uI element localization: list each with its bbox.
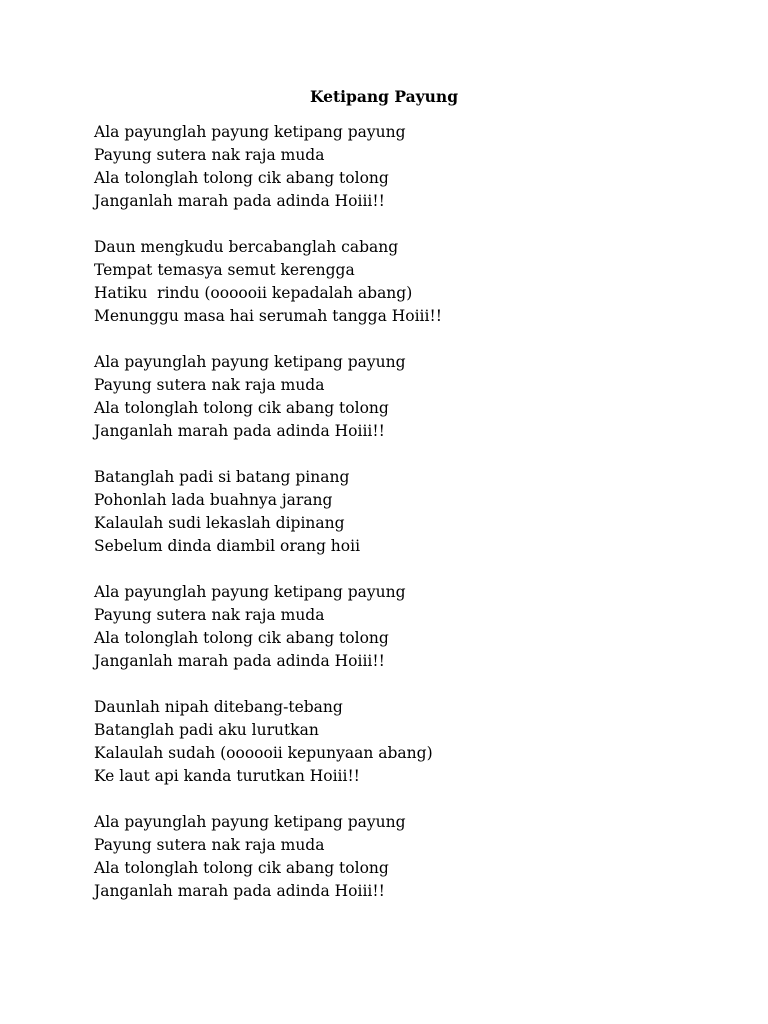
stanza-5 <box>94 581 714 673</box>
lyrics-body <box>94 121 714 926</box>
lyric-line: Janganlah marah pada adinda Hoiii!! <box>94 422 385 440</box>
lyric-line: Hatiku rindu (oooooii kepadalah abang) <box>94 284 413 302</box>
lyric-line: Tempat temasya semut kerengga <box>94 261 355 279</box>
lyric-line: Kalaulah sudah (oooooii kepunyaan abang) <box>94 744 433 762</box>
lyric-line: Ke laut api kanda turutkan Hoiii!! <box>94 767 360 785</box>
lyric-line: Ala payunglah payung ketipang payung <box>94 353 406 371</box>
song-title: Ketipang Payung <box>309 87 459 106</box>
lyric-line: Payung sutera nak raja muda <box>94 376 325 394</box>
lyric-line: Pohonlah lada buahnya jarang <box>94 491 333 509</box>
lyric-line: Ala payunglah payung ketipang payung <box>94 583 406 601</box>
stanza-1 <box>94 121 714 213</box>
lyric-line: Janganlah marah pada adinda Hoiii!! <box>94 652 385 670</box>
stanza-7 <box>94 811 714 903</box>
lyric-line: Ala tolonglah tolong cik abang tolong <box>94 859 389 877</box>
lyric-line: Sebelum dinda diambil orang hoii <box>94 537 361 555</box>
lyric-line: Janganlah marah pada adinda Hoiii!! <box>94 192 385 210</box>
lyric-line: Kalaulah sudi lekaslah dipinang <box>94 514 345 532</box>
lyric-line: Ala payunglah payung ketipang payung <box>94 813 406 831</box>
lyric-line: Ala tolonglah tolong cik abang tolong <box>94 169 389 187</box>
stanza-2 <box>94 236 714 328</box>
lyric-line: Daun mengkudu bercabanglah cabang <box>94 238 399 256</box>
lyric-line: Daunlah nipah ditebang-tebang <box>94 698 343 716</box>
stanza-4 <box>94 466 714 558</box>
lyric-line: Payung sutera nak raja muda <box>94 836 325 854</box>
lyric-line: Ala tolonglah tolong cik abang tolong <box>94 399 389 417</box>
lyric-line: Payung sutera nak raja muda <box>94 606 325 624</box>
lyric-line: Payung sutera nak raja muda <box>94 146 325 164</box>
lyric-line: Menunggu masa hai serumah tangga Hoiii!! <box>94 307 442 325</box>
stanza-3 <box>94 351 714 443</box>
stanza-6 <box>94 696 714 788</box>
lyric-line: Batanglah padi aku lurutkan <box>94 721 319 739</box>
lyric-line: Janganlah marah pada adinda Hoiii!! <box>94 882 385 900</box>
lyric-line: Ala payunglah payung ketipang payung <box>94 123 406 141</box>
lyric-line: Ala tolonglah tolong cik abang tolong <box>94 629 389 647</box>
lyric-line: Batanglah padi si batang pinang <box>94 468 350 486</box>
